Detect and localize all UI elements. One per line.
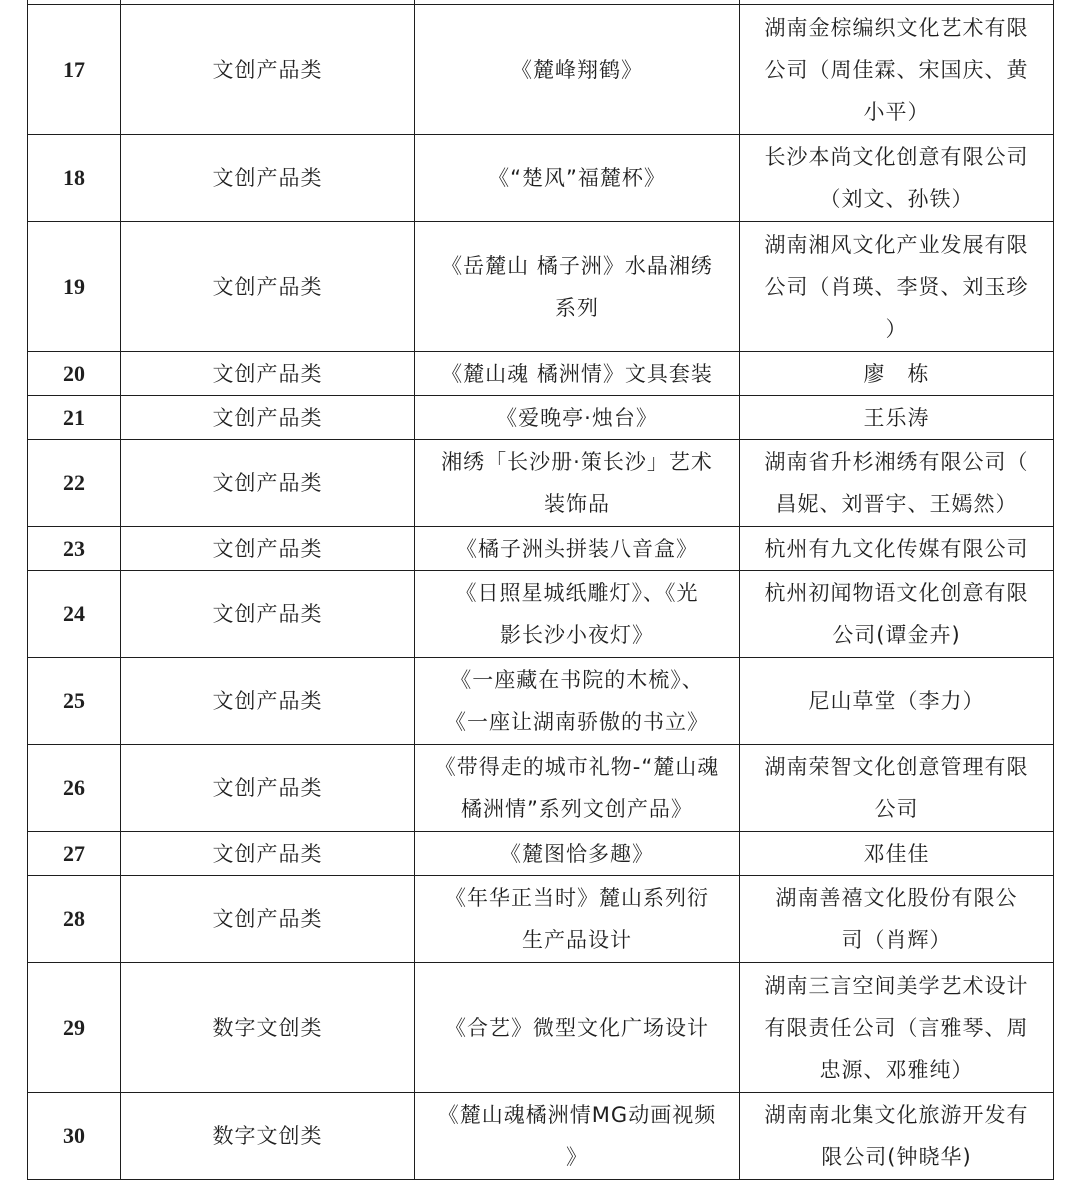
work-title-line: 《麓山魂 橘洲情》文具套装 (441, 361, 713, 386)
table-row (28, 1093, 1054, 1180)
author-cell (740, 527, 1054, 571)
category-cell: 数字文创类 (121, 1093, 415, 1180)
category-cell: 文创产品类 (121, 352, 415, 396)
work-title-cell (415, 222, 740, 352)
work-title-line: 《“楚风”福麓杯》 (488, 166, 666, 190)
author-line: 忠源、邓雅纯） (819, 1057, 974, 1082)
table-row (28, 440, 1054, 527)
author-line: 公司（肖瑛、李贤、刘玉珍 (764, 274, 1029, 299)
category-cell: 文创产品类 (121, 135, 415, 222)
work-title-line: 装饰品 (544, 492, 610, 516)
category-cell: 文创产品类 (121, 571, 415, 658)
work-title-line: 湘绣「长沙册·策长沙」艺术 (441, 450, 713, 474)
row-number: 20 (28, 352, 121, 396)
row-number: 19 (28, 222, 121, 352)
work-title-cell (415, 658, 740, 745)
work-title-line: 《带得走的城市礼物-“麓山魂 (434, 755, 720, 779)
work-title-cell (415, 876, 740, 963)
table-row (28, 135, 1054, 222)
work-title-line: 《麓山魂橘洲情MG动画视频 (437, 1103, 717, 1127)
row-number: 18 (28, 135, 121, 222)
work-title-cell (415, 135, 740, 222)
author-cell (740, 571, 1054, 658)
author-line: 廖 栋 (863, 361, 930, 386)
work-title-line: 《橘子洲头拼装八音盒》 (456, 536, 698, 561)
row-number: 24 (28, 571, 121, 658)
author-line: 湖南荣智文化创意管理有限 (764, 755, 1029, 779)
author-line: 昌妮、刘晋宇、王嫣然） (775, 492, 1018, 516)
work-title-cell (415, 527, 740, 571)
work-title-line: 《麓峰翔鹤》 (511, 57, 643, 82)
author-cell (740, 832, 1054, 876)
row-number: 23 (28, 527, 121, 571)
table-row (28, 527, 1054, 571)
author-line: 有限责任公司（言雅琴、周 (764, 1015, 1029, 1040)
author-line: 湖南三言空间美学艺术设计 (764, 973, 1029, 998)
author-line: 湖南南北集文化旅游开发有 (764, 1103, 1029, 1127)
category-cell: 文创产品类 (121, 396, 415, 440)
table-row (28, 571, 1054, 658)
author-line: 杭州有九文化传媒有限公司 (764, 536, 1029, 561)
table-row (28, 658, 1054, 745)
row-number: 26 (28, 745, 121, 832)
row-number: 28 (28, 876, 121, 963)
category-cell: 文创产品类 (121, 5, 415, 135)
author-line: 限公司(钟晓华) (821, 1145, 972, 1169)
category-cell: 文创产品类 (121, 527, 415, 571)
table-row (28, 5, 1054, 135)
table-row (28, 963, 1054, 1093)
row-number: 21 (28, 396, 121, 440)
work-title-line: 影长沙小夜灯》 (500, 623, 654, 647)
category-cell: 数字文创类 (121, 963, 415, 1093)
author-line: 湖南金棕编织文化艺术有限 (764, 15, 1029, 40)
author-line: 尼山草堂（李力） (808, 689, 985, 713)
category-cell: 文创产品类 (121, 658, 415, 745)
table-row (28, 832, 1054, 876)
table-row (28, 352, 1054, 396)
author-line: 小平） (863, 99, 930, 124)
work-title-line: 《一座藏在书院的木梳》、 (450, 668, 704, 692)
author-cell (740, 135, 1054, 222)
author-line: 湖南善禧文化股份有限公 (775, 886, 1018, 910)
author-line: 公司 (874, 797, 919, 821)
table-row (28, 396, 1054, 440)
work-title-cell (415, 571, 740, 658)
author-cell (740, 5, 1054, 135)
work-title-cell (415, 396, 740, 440)
author-cell (740, 658, 1054, 745)
row-number: 17 (28, 5, 121, 135)
author-line: 王乐涛 (863, 405, 930, 430)
work-title-line: 生产品设计 (522, 928, 632, 952)
work-title-line: 《合艺》微型文化广场设计 (445, 1015, 709, 1040)
table-row (28, 745, 1054, 832)
work-title-line: 《一座让湖南骄傲的书立》 (445, 710, 709, 734)
author-line: 公司(谭金卉) (832, 623, 961, 647)
work-title-cell (415, 963, 740, 1093)
row-number: 30 (28, 1093, 121, 1180)
category-cell: 文创产品类 (121, 745, 415, 832)
work-title-cell (415, 352, 740, 396)
row-number: 29 (28, 963, 121, 1093)
work-title-line: 《麓图恰多趣》 (500, 841, 654, 866)
author-cell (740, 745, 1054, 832)
work-title-line: 系列 (555, 295, 599, 320)
work-title-line: 《日照星城纸雕灯》、《光 (455, 581, 699, 605)
category-cell: 文创产品类 (121, 440, 415, 527)
author-line: 湖南省升杉湘绣有限公司（ (764, 450, 1029, 474)
author-line: 司（肖辉） (841, 928, 952, 952)
work-title-line: 《岳麓山 橘子洲》水晶湘绣 (441, 253, 713, 278)
table-row (28, 222, 1054, 352)
author-cell (740, 352, 1054, 396)
row-number: 25 (28, 658, 121, 745)
awards-table (27, 0, 1054, 1180)
author-line: ） (885, 316, 908, 341)
work-title-line: 》 (566, 1145, 588, 1169)
author-cell (740, 1093, 1054, 1180)
table-row (28, 876, 1054, 963)
work-title-cell (415, 1093, 740, 1180)
work-title-cell (415, 440, 740, 527)
awards-table-container (27, 0, 1053, 1180)
author-line: （刘文、孙铁） (819, 187, 974, 211)
author-cell (740, 222, 1054, 352)
row-number: 22 (28, 440, 121, 527)
author-cell (740, 876, 1054, 963)
row-number: 27 (28, 832, 121, 876)
author-line: 公司（周佳霖、宋国庆、黄 (764, 57, 1029, 82)
category-cell: 文创产品类 (121, 222, 415, 352)
work-title-cell (415, 745, 740, 832)
work-title-line: 橘洲情”系列文创产品》 (461, 797, 693, 821)
work-title-line: 《年华正当时》麓山系列衍 (445, 886, 709, 910)
author-line: 杭州初闻物语文化创意有限 (764, 581, 1029, 605)
work-title-cell (415, 832, 740, 876)
author-cell (740, 440, 1054, 527)
category-cell: 文创产品类 (121, 832, 415, 876)
author-line: 邓佳佳 (863, 841, 930, 866)
work-title-line: 《爱晚亭·烛台》 (496, 405, 658, 430)
author-line: 长沙本尚文化创意有限公司 (764, 145, 1029, 169)
author-cell (740, 963, 1054, 1093)
author-line: 湖南湘风文化产业发展有限 (764, 232, 1029, 257)
author-cell (740, 396, 1054, 440)
work-title-cell (415, 5, 740, 135)
category-cell: 文创产品类 (121, 876, 415, 963)
